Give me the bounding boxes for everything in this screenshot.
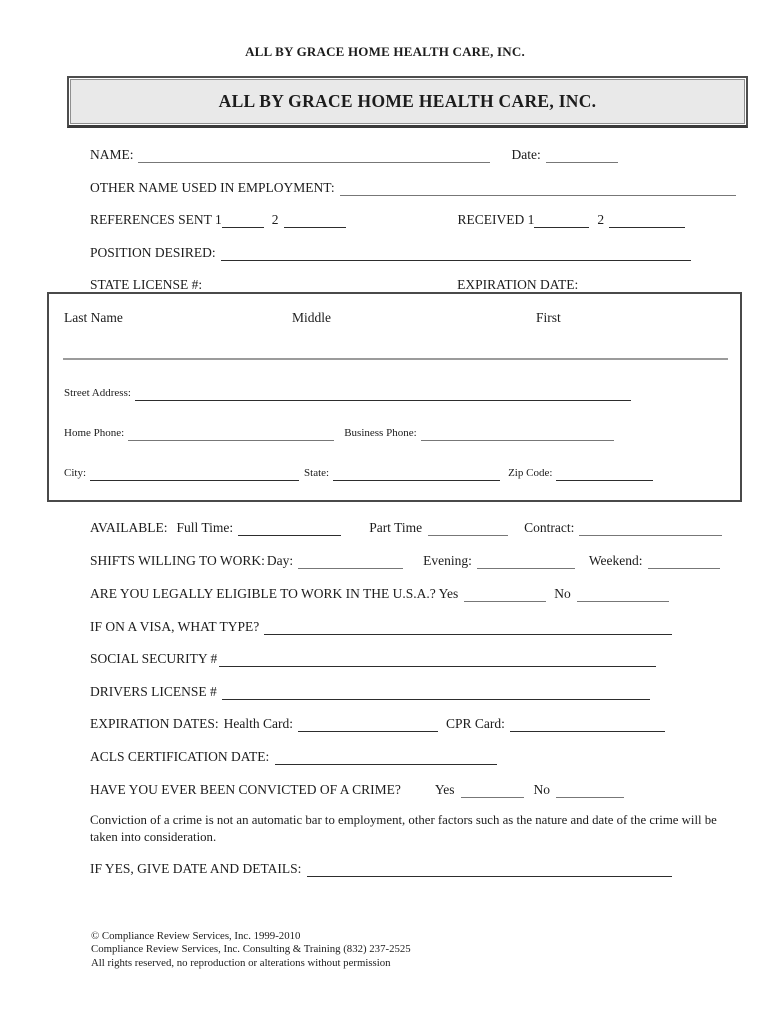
business-phone-label: Business Phone: xyxy=(344,427,417,439)
received-label: RECEIVED 1 xyxy=(457,212,535,227)
running-header: ALL BY GRACE HOME HEALTH CARE, INC. xyxy=(245,44,525,59)
state-license-label: STATE LICENSE #: xyxy=(90,277,203,292)
evening-blank[interactable] xyxy=(477,553,575,569)
visa-row xyxy=(90,618,672,635)
crime-no-blank[interactable] xyxy=(556,782,624,798)
weekend-blank[interactable] xyxy=(648,553,720,569)
received-1-blank[interactable] xyxy=(534,212,589,228)
acls-row xyxy=(90,748,497,765)
eligible-row xyxy=(90,585,669,602)
footer-company: Compliance Review Services, Inc. Consulting & Training (832) 237-2525 xyxy=(91,943,411,956)
street-address-blank[interactable] xyxy=(135,387,631,401)
phones-row xyxy=(64,426,614,441)
references-sent-1-blank[interactable] xyxy=(222,212,264,228)
home-phone-blank[interactable] xyxy=(128,427,334,441)
visa-blank[interactable] xyxy=(264,619,672,635)
ssn-blank[interactable] xyxy=(219,651,656,667)
available-row xyxy=(90,519,722,536)
crime-label: HAVE YOU EVER BEEN CONVICTED OF A CRIME? xyxy=(90,782,401,797)
received-2-blank[interactable] xyxy=(609,212,685,228)
full-time-blank[interactable] xyxy=(238,520,341,536)
name-line-blank[interactable] xyxy=(63,358,728,360)
conviction-note: Conviction of a crime is not an automatic bar to employment, other factors such as the nature and date of the crime will be taken into consideration. xyxy=(90,813,717,844)
first-label: First xyxy=(536,310,561,325)
name-row xyxy=(90,146,618,163)
received-2-label: 2 xyxy=(597,212,605,227)
shifts-label: SHIFTS WILLING TO WORK: xyxy=(90,553,265,568)
business-phone-blank[interactable] xyxy=(421,427,614,441)
eligible-yes-blank[interactable] xyxy=(464,586,546,602)
street-address-row xyxy=(64,386,631,401)
drivers-license-row xyxy=(90,683,650,700)
drivers-license-label: DRIVERS LICENSE # xyxy=(90,684,217,699)
ssn-row xyxy=(90,650,656,667)
references-sent-2-label: 2 xyxy=(271,212,279,227)
eligible-no-blank[interactable] xyxy=(577,586,669,602)
city-state-zip-row xyxy=(64,466,653,481)
crime-yes-label: Yes xyxy=(434,782,455,797)
home-phone-label: Home Phone: xyxy=(64,427,125,439)
date-label: Date: xyxy=(511,147,541,162)
position-desired-row xyxy=(90,244,691,261)
date-blank[interactable] xyxy=(546,147,618,163)
middle-label: Middle xyxy=(292,310,331,325)
zip-code-blank[interactable] xyxy=(556,467,653,481)
name-label: NAME: xyxy=(90,147,134,162)
cpr-card-label: CPR Card: xyxy=(446,716,505,731)
if-yes-blank[interactable] xyxy=(307,861,672,877)
footer-rights: All rights reserved, no reproduction or alterations without permission xyxy=(91,956,391,969)
name-address-box xyxy=(47,292,742,502)
crime-no-label: No xyxy=(533,782,551,797)
zip-code-label: Zip Code: xyxy=(508,467,553,479)
if-yes-row xyxy=(90,860,672,877)
expiration-date-label: EXPIRATION DATE: xyxy=(457,277,579,292)
state-license-row xyxy=(90,276,668,293)
if-yes-label: IF YES, GIVE DATE AND DETAILS: xyxy=(90,861,302,876)
other-name-label: OTHER NAME USED IN EMPLOYMENT: xyxy=(90,180,335,195)
ssn-label: SOCIAL SECURITY # xyxy=(90,651,218,666)
full-time-label: Full Time: xyxy=(176,520,234,535)
cpr-card-blank[interactable] xyxy=(510,716,665,732)
drivers-license-blank[interactable] xyxy=(222,684,650,700)
shifts-row xyxy=(90,552,720,569)
expiration-dates-row xyxy=(90,715,665,732)
footer xyxy=(91,930,411,970)
page-title: ALL BY GRACE HOME HEALTH CARE, INC. xyxy=(70,79,745,124)
visa-label: IF ON A VISA, WHAT TYPE? xyxy=(90,619,260,634)
day-label: Day: xyxy=(266,553,294,568)
last-name-label: Last Name xyxy=(64,310,123,325)
position-desired-label: POSITION DESIRED: xyxy=(90,245,216,260)
title-box xyxy=(67,76,748,128)
state-license-blank[interactable] xyxy=(207,277,417,293)
state-label: State: xyxy=(304,467,330,479)
health-card-label: Health Card: xyxy=(223,716,293,731)
acls-label: ACLS CERTIFICATION DATE: xyxy=(90,749,270,764)
contract-label: Contract: xyxy=(524,520,575,535)
crime-yes-blank[interactable] xyxy=(461,782,524,798)
references-sent-2-blank[interactable] xyxy=(284,212,346,228)
eligible-no-label: No xyxy=(554,586,571,601)
city-label: City: xyxy=(64,467,87,479)
part-time-blank[interactable] xyxy=(428,520,508,536)
footer-copyright: © Compliance Review Services, Inc. 1999-2010 xyxy=(91,930,301,942)
street-address-label: Street Address: xyxy=(64,387,131,399)
contract-blank[interactable] xyxy=(579,520,722,536)
evening-label: Evening: xyxy=(423,553,472,568)
references-row xyxy=(90,211,685,228)
weekend-label: Weekend: xyxy=(588,553,643,568)
city-blank[interactable] xyxy=(90,467,299,481)
expiration-date-blank[interactable] xyxy=(583,277,668,293)
references-sent-label: REFERENCES SENT 1 xyxy=(90,212,222,227)
health-card-blank[interactable] xyxy=(298,716,438,732)
name-blank[interactable] xyxy=(138,147,490,163)
available-label: AVAILABLE: xyxy=(90,520,168,535)
day-blank[interactable] xyxy=(298,553,403,569)
position-desired-blank[interactable] xyxy=(221,245,691,261)
other-name-blank[interactable] xyxy=(340,180,736,196)
eligible-label: ARE YOU LEGALLY ELIGIBLE TO WORK IN THE U.S.A.? Yes xyxy=(90,586,459,601)
acls-blank[interactable] xyxy=(275,749,497,765)
other-name-row xyxy=(90,179,736,196)
state-blank[interactable] xyxy=(333,467,500,481)
expiration-dates-label: EXPIRATION DATES: xyxy=(90,716,219,731)
crime-row xyxy=(90,781,624,798)
part-time-label: Part Time xyxy=(369,520,423,535)
